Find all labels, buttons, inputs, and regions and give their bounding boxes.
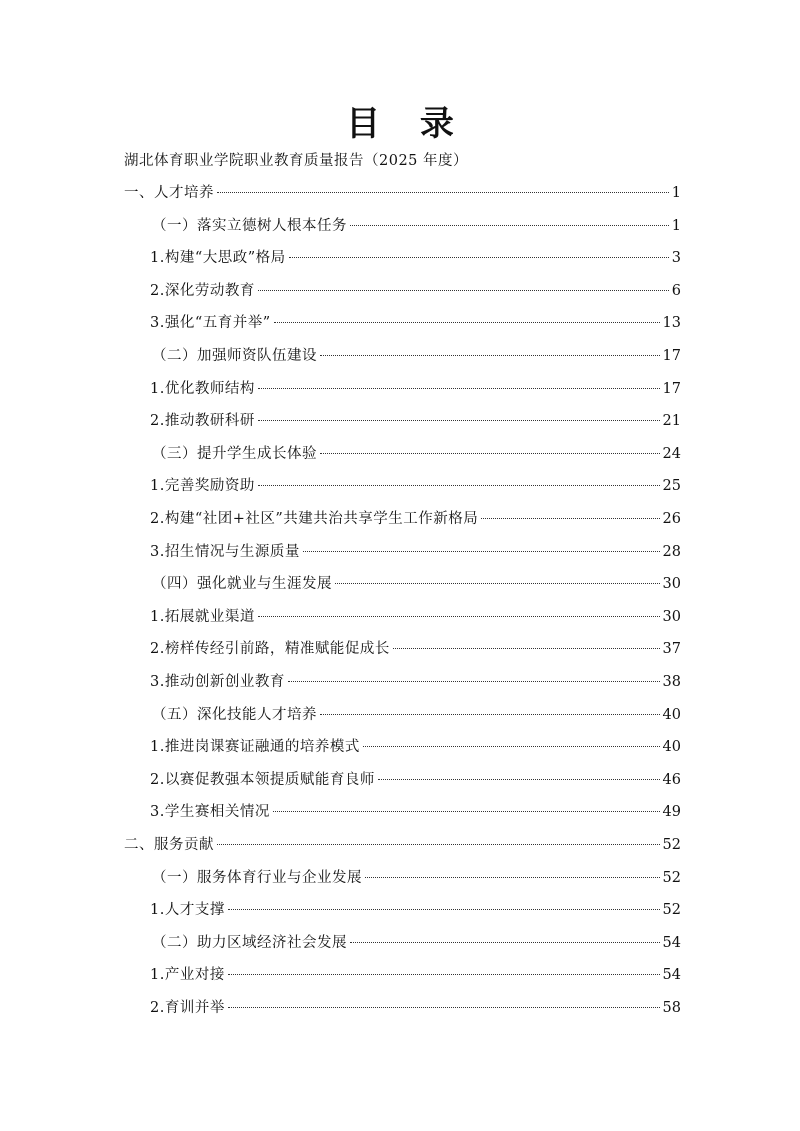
- toc-page-number: 40: [662, 739, 681, 756]
- toc-entry-label: 2.以赛促教强本领提质赋能育良师: [150, 771, 375, 788]
- toc-page-number: 58: [662, 1000, 681, 1016]
- toc-page-number: 54: [662, 934, 681, 951]
- toc-entry-label: 3.强化“五育并举”: [150, 315, 271, 332]
- toc-entry[interactable]: [150, 666, 681, 698]
- toc-entry-label: 一、人才培养: [124, 185, 214, 201]
- toc-page-number: 1: [671, 217, 681, 234]
- toc-dot-leader: [320, 714, 660, 715]
- toc-dot-leader: [363, 746, 660, 747]
- toc-entry-label: 1.推进岗课赛证融通的培养模式: [150, 739, 360, 756]
- toc-entry[interactable]: [152, 568, 681, 600]
- toc-page-number: 40: [662, 706, 681, 723]
- toc-dot-leader: [228, 909, 660, 910]
- toc-page-number: 13: [662, 315, 681, 332]
- toc-entry[interactable]: [150, 959, 681, 991]
- toc-entry-label: 2.榜样传经引前路，精准赋能促成长: [150, 641, 390, 658]
- toc-dot-leader: [378, 779, 660, 780]
- toc-entry[interactable]: [150, 601, 681, 633]
- toc-entry-label: 2.育训并举: [150, 1000, 225, 1016]
- toc-dot-leader: [217, 192, 669, 193]
- toc-entry[interactable]: [150, 731, 681, 763]
- toc-dot-leader: [228, 974, 660, 975]
- toc-dot-leader: [350, 942, 660, 943]
- toc-dot-leader: [365, 877, 660, 878]
- toc-entry-label: 1.优化教师结构: [150, 380, 255, 397]
- toc-entry[interactable]: [152, 699, 681, 731]
- toc-dot-leader: [228, 1007, 660, 1008]
- toc-page-number: 17: [662, 380, 681, 397]
- toc-entry[interactable]: [150, 992, 681, 1024]
- toc-dot-leader: [273, 811, 660, 812]
- toc-entry[interactable]: [152, 862, 681, 894]
- toc-page-number: 26: [662, 511, 681, 527]
- toc-dot-leader: [274, 322, 660, 323]
- toc-dot-leader: [258, 485, 660, 486]
- toc-entry-label: 3.推动创新创业教育: [150, 674, 285, 690]
- toc-entry-label: 1.拓展就业渠道: [150, 608, 255, 625]
- toc-dot-leader: [288, 681, 660, 682]
- toc-entry[interactable]: [150, 275, 681, 307]
- toc-entry[interactable]: [150, 503, 681, 535]
- toc-entry-label: （一）落实立德树人根本任务: [152, 217, 347, 234]
- toc-dot-leader: [320, 355, 660, 356]
- toc-page-number: 30: [662, 608, 681, 625]
- toc-entry[interactable]: [150, 796, 681, 828]
- toc-page-number: 30: [662, 576, 681, 593]
- toc-dot-leader: [320, 453, 660, 454]
- toc-entry[interactable]: [150, 373, 681, 405]
- toc-entry[interactable]: [150, 633, 681, 665]
- toc-page-number: 25: [662, 478, 681, 495]
- toc-page-number: 37: [662, 641, 681, 658]
- toc-entry[interactable]: [152, 340, 681, 372]
- toc-entry-label: 3.招生情况与生源质量: [150, 543, 300, 560]
- toc-entry-label: （五）深化技能人才培养: [152, 706, 317, 723]
- toc-dot-leader: [335, 583, 660, 584]
- toc-page-number: 46: [662, 771, 681, 788]
- toc-entry-label: 2.构建“社团+社区”共建共治共享学生工作新格局: [150, 511, 479, 527]
- toc-entry-label: （二）加强师资队伍建设: [152, 348, 317, 364]
- page-title: 目 录: [346, 104, 468, 144]
- toc-entry-label: （二）助力区域经济社会发展: [152, 934, 347, 951]
- toc-page-number: 24: [662, 445, 681, 462]
- toc-entry[interactable]: [152, 927, 681, 959]
- toc-entry-label: 1.产业对接: [150, 967, 225, 984]
- toc-page-number: 1: [671, 185, 681, 201]
- toc-entry[interactable]: [150, 536, 681, 568]
- toc-page-number: 17: [662, 348, 681, 364]
- toc-dot-leader: [258, 420, 660, 421]
- toc-entry[interactable]: [152, 438, 681, 470]
- toc-entry[interactable]: [150, 894, 681, 926]
- toc-page-number: 52: [662, 902, 681, 919]
- toc-entry[interactable]: [150, 242, 681, 274]
- toc-dot-leader: [258, 388, 660, 389]
- toc-page-number: 52: [662, 837, 681, 853]
- toc-dot-leader: [258, 290, 669, 291]
- toc-entry[interactable]: [150, 405, 681, 437]
- toc-entry[interactable]: [124, 829, 681, 861]
- toc-entry-label: （一）服务体育行业与企业发展: [152, 869, 362, 886]
- toc-entry[interactable]: [150, 307, 681, 339]
- toc-entry-label: （三）提升学生成长体验: [152, 445, 317, 462]
- toc-page-number: 49: [662, 804, 681, 821]
- toc-dot-leader: [217, 844, 660, 845]
- report-title: 湖北体育职业学院职业教育质量报告（2025 年度）: [124, 153, 469, 169]
- toc-entry-label: 1.完善奖励资助: [150, 478, 255, 495]
- toc-page-number: 28: [662, 543, 681, 560]
- toc-entry-label: （四）强化就业与生涯发展: [152, 576, 332, 593]
- toc-page-number: 6: [671, 282, 681, 299]
- toc-dot-leader: [303, 551, 660, 552]
- toc-page-number: 52: [662, 869, 681, 886]
- toc-entry-label: 2.推动教研科研: [150, 413, 255, 430]
- toc-page-number: 21: [662, 413, 681, 430]
- toc-dot-leader: [350, 225, 669, 226]
- toc-dot-leader: [393, 648, 660, 649]
- toc-entry-label: 2.深化劳动教育: [150, 282, 255, 299]
- toc-page-number: 3: [671, 250, 681, 267]
- toc-entry[interactable]: [152, 210, 681, 242]
- toc-entry[interactable]: [150, 764, 681, 796]
- toc-entry[interactable]: [124, 177, 681, 209]
- toc-entry-label: 二、服务贡献: [124, 837, 214, 853]
- toc-entry[interactable]: [150, 470, 681, 502]
- toc-dot-leader: [258, 616, 660, 617]
- toc-dot-leader: [289, 257, 669, 258]
- toc-entry-label: 1.人才支撑: [150, 902, 225, 919]
- toc-dot-leader: [481, 518, 659, 519]
- toc-page-number: 38: [662, 674, 681, 690]
- toc-entry-label: 3.学生赛相关情况: [150, 804, 270, 821]
- toc-page-number: 54: [662, 967, 681, 984]
- toc-entry-label: 1.构建“大思政”格局: [150, 250, 286, 267]
